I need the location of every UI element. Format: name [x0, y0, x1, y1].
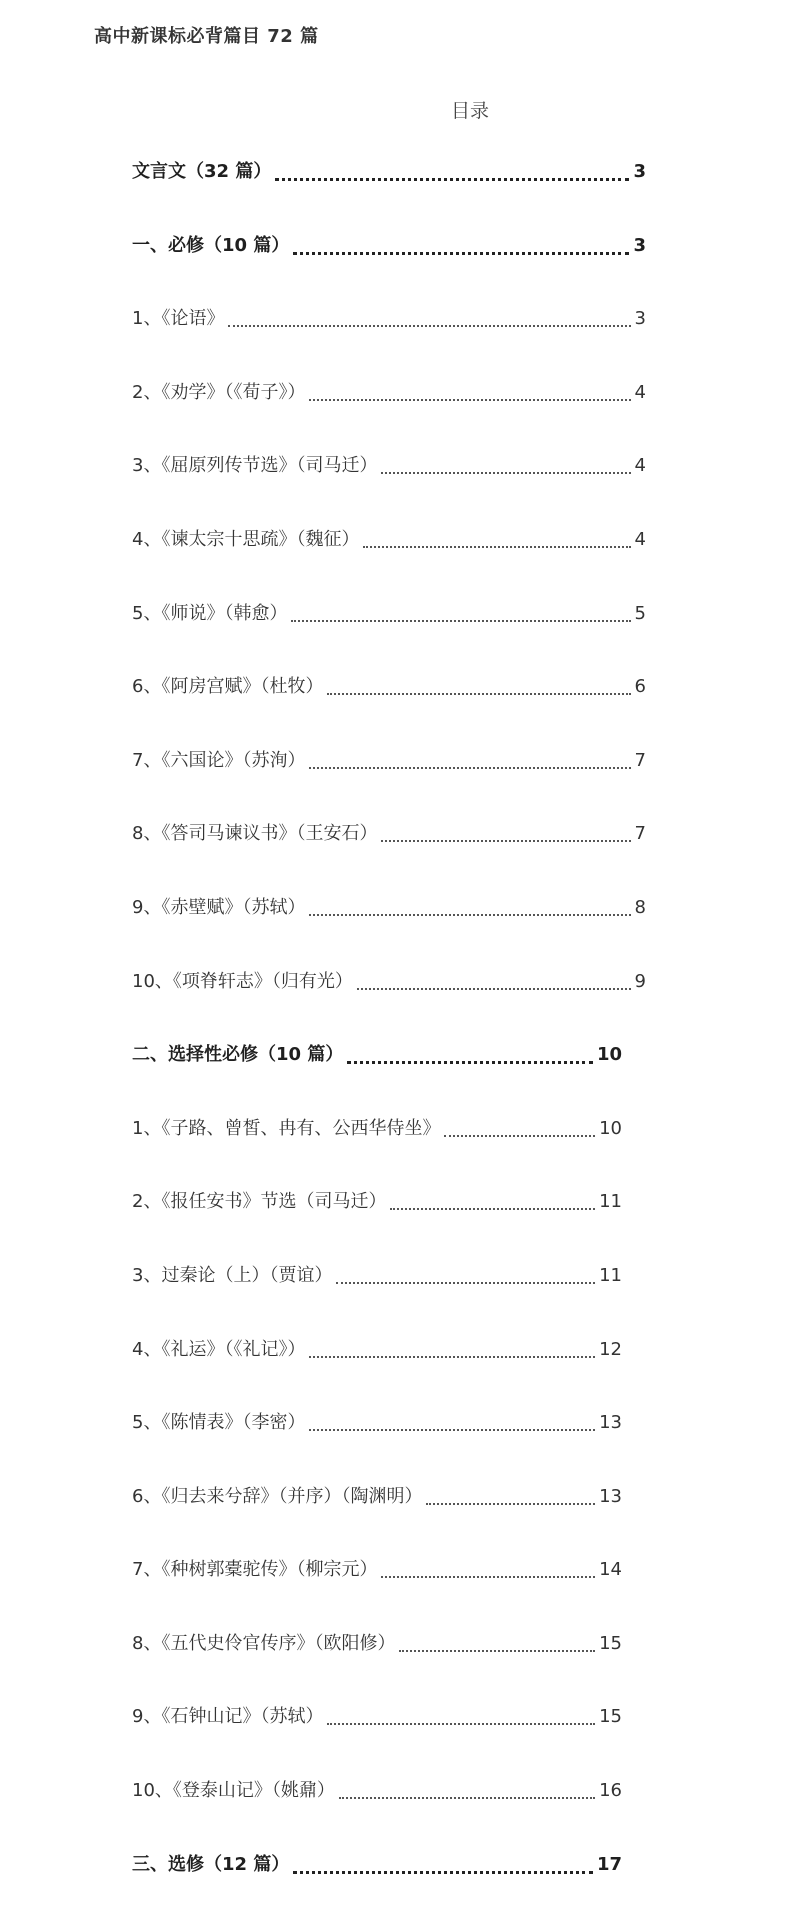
toc-entry-label: 4、《礼运》（《礼记》） [132, 1338, 306, 1360]
toc-page-number: 13 [599, 1412, 622, 1434]
toc-entry-label: 9、《赤壁赋》（苏轼） [132, 896, 306, 918]
toc-page-number: 7 [634, 823, 646, 845]
toc-page-number: 15 [599, 1632, 622, 1654]
toc-dot-leader [336, 1264, 595, 1284]
toc-dot-leader [228, 307, 630, 327]
toc-entry-xiangjixuan-zhi[interactable] [132, 970, 646, 1044]
toc-page-number: 14 [599, 1559, 622, 1581]
toc-dot-leader [309, 749, 630, 769]
toc-entry-label: 1、《论语》 [132, 308, 225, 330]
table-of-contents [132, 160, 646, 1926]
toc-entry-quanxue[interactable] [132, 381, 646, 455]
toc-entry-label: 三、选修（12 篇） [132, 1853, 290, 1875]
toc-page-number: 13 [599, 1485, 622, 1507]
toc-dot-leader [390, 1190, 595, 1210]
toc-dot-leader [357, 970, 631, 990]
toc-entry-label: 7、《六国论》（苏洵） [132, 749, 306, 771]
toc-dot-leader [339, 1779, 595, 1799]
toc-entry-efanggong-fu[interactable] [132, 675, 646, 749]
toc-entry-shishuo[interactable] [132, 602, 646, 676]
toc-dot-leader [363, 528, 630, 548]
toc-dot-leader [399, 1632, 595, 1652]
toc-dot-leader [275, 160, 629, 181]
toc-dot-leader [293, 1853, 593, 1874]
toc-dot-leader [309, 381, 630, 401]
toc-entry-label: 8、《答司马谏议书》（王安石） [132, 823, 378, 845]
toc-page-number: 15 [599, 1706, 622, 1728]
toc-dot-leader [381, 822, 630, 842]
toc-dot-leader [381, 454, 630, 474]
toc-page-number: 4 [634, 528, 646, 550]
toc-title: 目录 [450, 100, 489, 122]
toc-page-number: 10 [599, 1117, 622, 1139]
toc-entry-guoqin-lun[interactable] [132, 1264, 622, 1338]
toc-page-number: 6 [634, 676, 646, 698]
toc-page-number: 3 [633, 161, 646, 182]
toc-entry-label: 10、《登泰山记》（姚鼐） [132, 1780, 335, 1802]
toc-dot-leader [293, 234, 629, 255]
toc-entry-quyuan-liezhuan[interactable] [132, 454, 646, 528]
toc-dot-leader [444, 1117, 595, 1137]
toc-entry-bixiu[interactable] [132, 234, 646, 308]
toc-entry-label: 7、《种树郭橐驼传》（柳宗元） [132, 1559, 378, 1581]
toc-page-number: 4 [634, 455, 646, 477]
toc-entry-label: 一、必修（10 篇） [132, 234, 290, 256]
toc-page-number: 16 [599, 1780, 622, 1802]
toc-entry-wenyanwen[interactable] [132, 160, 646, 234]
toc-dot-leader [309, 896, 630, 916]
toc-entry-bao-renan-shu[interactable] [132, 1190, 622, 1264]
toc-entry-label: 3、过秦论（上）（贾谊） [132, 1264, 333, 1286]
toc-dot-leader [347, 1043, 593, 1064]
toc-entry-liyun[interactable] [132, 1338, 622, 1412]
toc-page-number: 10 [596, 1044, 622, 1066]
toc-page-number: 3 [634, 308, 646, 330]
toc-entry-liuguo-lun[interactable] [132, 749, 646, 823]
toc-dot-leader [327, 1705, 595, 1725]
toc-entry-chibi-fu[interactable] [132, 896, 646, 970]
toc-entry-wudaishi-lingguan-zhuanxu[interactable] [132, 1632, 622, 1706]
toc-entry-shizhongshan-ji[interactable] [132, 1705, 622, 1779]
toc-entry-label: 2、《劝学》（《荀子》） [132, 381, 306, 403]
toc-entry-label: 1、《子路、曾皙、冉有、公西华侍坐》 [132, 1117, 441, 1139]
toc-entry-label: 6、《阿房宫赋》（杜牧） [132, 676, 324, 698]
toc-page-number: 11 [599, 1191, 622, 1213]
toc-entry-label: 9、《石钟山记》（苏轼） [132, 1706, 324, 1728]
toc-entry-label: 8、《五代史伶官传序》（欧阳修） [132, 1632, 396, 1654]
toc-entry-label: 3、《屈原列传节选》（司马迁） [132, 455, 378, 477]
toc-page-number: 7 [634, 749, 646, 771]
toc-entry-label: 4、《谏太宗十思疏》（魏征） [132, 528, 360, 550]
toc-entry-label: 二、选择性必修（10 篇） [132, 1044, 344, 1066]
toc-entry-label: 5、《师说》（韩愈） [132, 602, 288, 624]
toc-page-number: 12 [599, 1338, 622, 1360]
toc-entry-guiqulai-xici[interactable] [132, 1485, 622, 1559]
toc-page-number: 9 [634, 970, 646, 992]
document-header-title: 高中新课标必背篇目 72 篇 [94, 26, 319, 47]
toc-dot-leader [327, 675, 630, 695]
toc-entry-zilu-shizuo[interactable] [132, 1117, 622, 1191]
toc-entry-label: 6、《归去来兮辞》（并序）（陶渊明） [132, 1485, 423, 1507]
toc-entry-xuanxiu[interactable] [132, 1853, 622, 1927]
toc-dot-leader [309, 1411, 595, 1431]
toc-page-number: 5 [634, 602, 646, 624]
toc-entry-label: 2、《报任安书》节选（司马迁） [132, 1191, 387, 1213]
toc-page-number: 11 [599, 1264, 622, 1286]
toc-page-number: 17 [596, 1853, 622, 1875]
toc-dot-leader [426, 1485, 595, 1505]
toc-entry-label: 5、《陈情表》（李密） [132, 1412, 306, 1434]
toc-page-number: 4 [634, 381, 646, 403]
toc-dot-leader [309, 1338, 595, 1358]
toc-entry-da-sima-jianyi-shu[interactable] [132, 822, 646, 896]
toc-entry-lunyu[interactable] [132, 307, 646, 381]
toc-page-number: 3 [633, 234, 646, 256]
toc-entry-xuanzexing-bixiu[interactable] [132, 1043, 622, 1117]
toc-entry-deng-taishan-ji[interactable] [132, 1779, 622, 1853]
toc-dot-leader [381, 1558, 595, 1578]
toc-dot-leader [291, 602, 630, 622]
toc-entry-chenqing-biao[interactable] [132, 1411, 622, 1485]
toc-entry-zhongshu-guotuotuo-zhuan[interactable] [132, 1558, 622, 1632]
toc-entry-jian-taizong[interactable] [132, 528, 646, 602]
toc-page-number: 8 [634, 896, 646, 918]
toc-entry-label: 10、《项脊轩志》（归有光） [132, 970, 353, 992]
toc-entry-label: 文言文（32 篇） [132, 161, 272, 182]
